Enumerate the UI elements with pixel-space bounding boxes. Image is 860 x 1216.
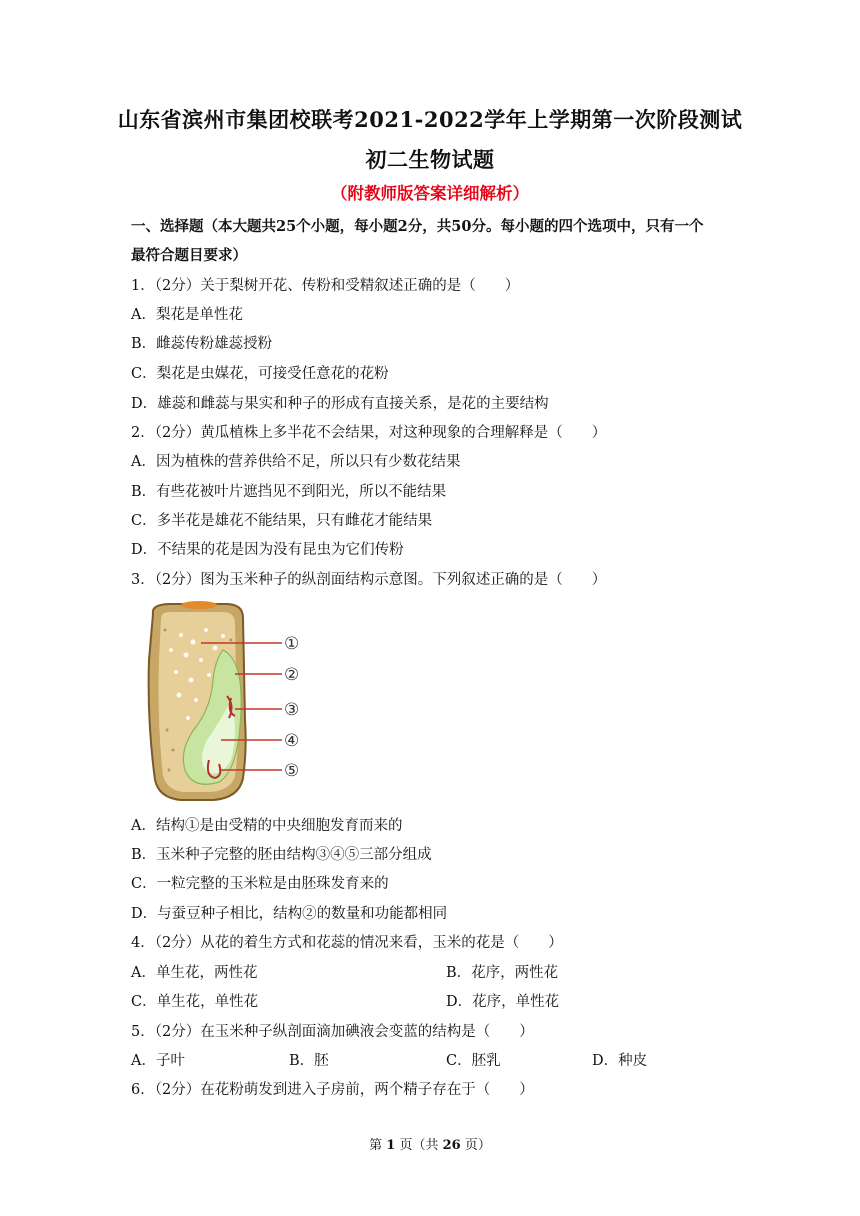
question-option: B．有些花被叶片遮挡见不到阳光，所以不能结果 <box>131 484 447 500</box>
question-option: B．雌蕊传粉雄蕊授粉 <box>131 336 273 352</box>
question-option: D．花序，单性花 <box>446 994 560 1010</box>
question-stem: 4．（2分）从花的着生方式和花蕊的情况来看，玉米的花是（ ） <box>131 935 563 951</box>
figure-label-4: ④ <box>284 731 300 751</box>
section-heading-line2: 最符合题目要求） <box>131 247 247 264</box>
question-option: C．多半花是雄花不能结果，只有雌花才能结果 <box>131 513 433 529</box>
question-option: C．梨花是虫媒花，可接受任意花的花粉 <box>131 366 389 382</box>
question-option: C．胚乳 <box>446 1053 501 1069</box>
question-option: A．因为植株的营养供给不足，所以只有少数花结果 <box>131 454 461 470</box>
figure-label-5: ⑤ <box>284 761 300 781</box>
section-heading-line1: 一、选择题（本大题共25个小题，每小题2分，共50分。每小题的四个选项中，只有一个 <box>131 218 704 235</box>
figure-label-2: ② <box>284 665 300 685</box>
footer-mid: 页（共 <box>399 1138 439 1153</box>
footer-suffix: 页） <box>464 1138 491 1153</box>
question-stem: 1．（2分）关于梨树开花、传粉和受精叙述正确的是（ ） <box>131 278 520 294</box>
question-option: A．结构①是由受精的中央细胞发育而来的 <box>131 818 403 834</box>
footer-total-pages: 26 <box>442 1138 461 1153</box>
question-option: B．花序，两性花 <box>446 965 559 981</box>
question-option: A．梨花是单性花 <box>131 307 243 323</box>
footer-page-number: 1 <box>386 1138 396 1153</box>
question-option: D．种皮 <box>592 1053 648 1069</box>
question-option: C．单生花，单性花 <box>131 994 259 1010</box>
question-option: D．不结果的花是因为没有昆虫为它们传粉 <box>131 542 404 558</box>
figure-label-1: ① <box>284 634 300 654</box>
question-stem: 5．（2分）在玉米种子纵剖面滴加碘液会变蓝的结构是（ ） <box>131 1024 534 1040</box>
question-stem: 2．（2分）黄瓜植株上多半花不会结果，对这种现象的合理解释是（ ） <box>131 425 607 441</box>
question-option: B．玉米种子完整的胚由结构③④⑤三部分组成 <box>131 847 432 863</box>
seed-tip-shape <box>181 601 217 609</box>
question-option: A．子叶 <box>131 1053 185 1069</box>
page-subtitle-title: 初二生物试题 <box>365 147 495 172</box>
question-option: D．雄蕊和雌蕊与果实和种子的形成有直接关系，是花的主要结构 <box>131 396 549 412</box>
answer-note: （附教师版答案详细解析） <box>331 184 529 203</box>
page-title: 山东省滨州市集团校联考2021-2022学年上学期第一次阶段测试 <box>117 107 743 132</box>
question-option: D．与蚕豆种子相比，结构②的数量和功能都相同 <box>131 906 448 922</box>
page-footer <box>0 1134 860 1153</box>
question-stem: 6．（2分）在花粉萌发到进入子房前，两个精子存在于（ ） <box>131 1082 534 1098</box>
question-option: C．一粒完整的玉米粒是由胚珠发育来的 <box>131 876 389 892</box>
question-stem: 3．（2分）图为玉米种子的纵剖面结构示意图。下列叙述正确的是（ ） <box>131 572 607 588</box>
figure-label-3: ③ <box>284 700 300 720</box>
corn-seed-diagram <box>131 600 311 806</box>
footer-prefix: 第 <box>369 1138 383 1153</box>
question-option: A．单生花，两性花 <box>131 965 258 981</box>
question-option: B．胚 <box>289 1053 329 1069</box>
